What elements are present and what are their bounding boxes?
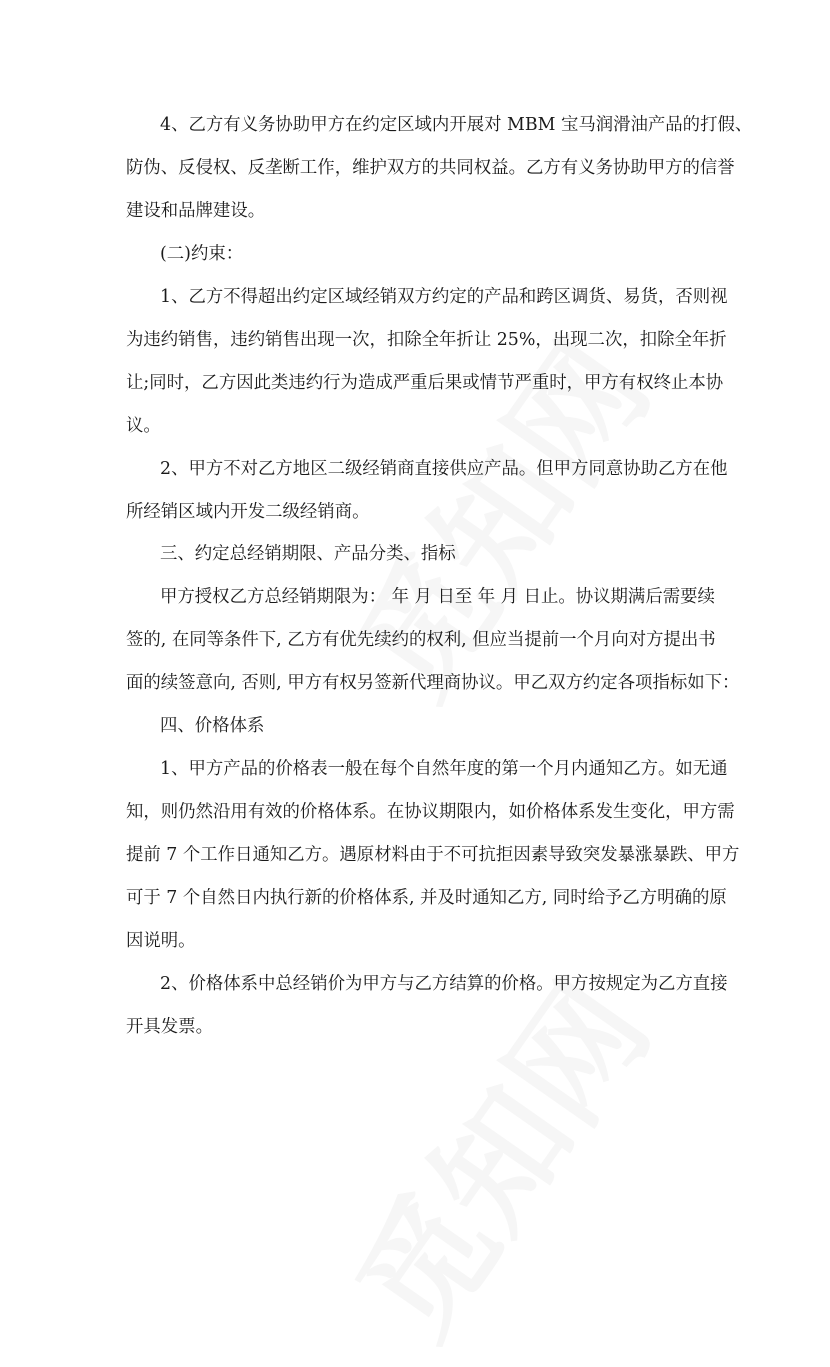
- text-line: 1、乙方不得超出约定区域经销双方约定的产品和跨区调货、易货，否则视: [160, 287, 728, 307]
- text-line: 因说明。: [126, 931, 196, 951]
- text-line: 2、价格体系中总经销价为甲方与乙方结算的价格。甲方按规定为乙方直接: [160, 974, 728, 994]
- text-line: 签的, 在同等条件下, 乙方有优先续约的权利, 但应当提前一个月向对方提出书: [126, 630, 716, 650]
- text-line: 为违约销售，违约销售出现一次，扣除全年折让 25%，出现二次，扣除全年折: [126, 330, 727, 350]
- text-line: 2、甲方不对乙方地区二级经销商直接供应产品。但甲方同意协助乙方在他: [160, 459, 728, 479]
- text-line: 面的续签意向, 否则, 甲方有权另签新代理商协议。甲乙双方约定各项指标如下：: [126, 673, 740, 693]
- text-line: 开具发票。: [126, 1017, 213, 1037]
- watermark: [307, 940, 684, 1367]
- text-line: 知，则仍然沿用有效的价格体系。在协议期限内，如价格体系发生变化，甲方需: [126, 802, 735, 822]
- text-line: 建设和品牌建设。: [126, 201, 266, 221]
- text-line: 甲方授权乙方总经销期限为： 年 月 日至 年 月 日止。协议期满后需要续: [160, 587, 715, 607]
- text-line: 四、价格体系: [160, 716, 265, 736]
- text-line: 议。: [126, 416, 161, 436]
- text-line: 防伪、反侵权、反垄断工作，维护双方的共同权益。乙方有义务协助甲方的信誉: [126, 158, 735, 178]
- text-line: 4、乙方有义务协助甲方在约定区域内开展对 MBM 宝马润滑油产品的打假、: [160, 115, 753, 135]
- text-line: 三、约定总经销期限、产品分类、指标: [160, 544, 456, 564]
- text-line: (二)约束：: [160, 244, 244, 264]
- text-line: 提前 7 个工作日通知乙方。遇原材料由于不可抗拒因素导致突发暴涨暴跌、甲方: [126, 845, 740, 865]
- text-line: 让;同时，乙方因此类违约行为造成严重后果或情节严重时，甲方有权终止本协: [126, 373, 724, 393]
- text-line: 所经销区域内开发二级经销商。: [126, 502, 370, 522]
- text-line: 1、甲方产品的价格表一般在每个自然年度的第一个月内通知乙方。如无通: [160, 759, 728, 779]
- text-line: 可于 7 个自然日内执行新的价格体系, 并及时通知乙方, 同时给予乙方明确的原: [126, 888, 727, 908]
